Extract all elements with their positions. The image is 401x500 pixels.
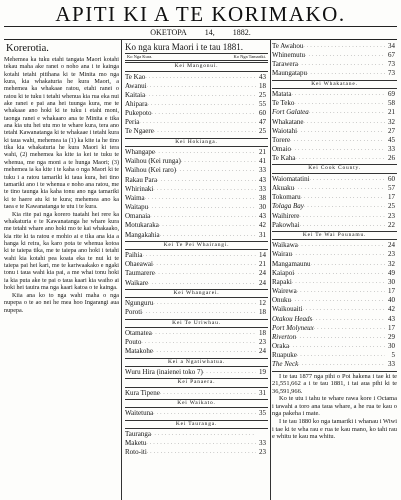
- school-name: Akuaku: [272, 184, 295, 193]
- leader-dots: [145, 194, 256, 203]
- pupil-count: 42: [259, 221, 266, 230]
- school-name: Matata: [272, 90, 292, 99]
- school-name: Te Kao: [125, 72, 146, 81]
- table-row: [272, 108, 397, 117]
- school-name: Wairau: [272, 250, 293, 259]
- leader-dots: [153, 299, 256, 308]
- pupil-count: 23: [388, 250, 395, 259]
- pupil-count: 25: [259, 127, 266, 136]
- district-heading: Kei Te Wai Pounamu.: [272, 231, 397, 241]
- district-groups: [125, 62, 268, 458]
- pupil-count: 22: [388, 220, 395, 229]
- school-name: Te Awahou: [272, 42, 304, 50]
- pupil-count: 33: [388, 360, 395, 369]
- school-name: Maketu: [125, 439, 147, 448]
- leader-dots: [160, 389, 256, 398]
- leader-dots: [307, 69, 385, 78]
- pupil-count: 43: [259, 175, 266, 184]
- leader-dots: [147, 82, 256, 91]
- table-row: [272, 193, 397, 202]
- leader-dots: [146, 439, 256, 448]
- header-children: Ko Nga Tamariki.: [233, 54, 266, 59]
- leader-dots: [298, 241, 385, 250]
- table-row: [125, 194, 268, 203]
- school-name: Waikouaiti: [272, 305, 303, 314]
- school-name: Te Ngaere: [125, 127, 154, 136]
- pupil-count: 31: [259, 388, 266, 397]
- school-name: Mangakahia: [125, 230, 160, 239]
- school-name: Waiomatatini: [272, 174, 310, 183]
- table-row: [125, 185, 268, 194]
- table-row: [272, 175, 397, 184]
- leader-dots: [298, 360, 385, 369]
- table-row: [272, 99, 397, 108]
- table-row: [125, 118, 268, 127]
- table-row: [272, 351, 397, 360]
- article-title: Korerotia.: [6, 43, 49, 54]
- table-row: [125, 279, 268, 288]
- table-row: [125, 430, 268, 439]
- pupil-count: 25: [259, 90, 266, 99]
- leader-dots: [303, 118, 385, 127]
- pupil-count: [256, 430, 268, 439]
- school-name: Waihou (Kei runga): [125, 157, 181, 166]
- leader-dots: [294, 269, 385, 278]
- pupil-count: 17: [388, 287, 395, 296]
- leader-dots: [152, 329, 256, 338]
- leader-dots: [298, 60, 385, 69]
- summary-paragraph: Ko te utu i tahu te whare rawa kore i Octama i tawahi a toro ana taua whare, a he rua te kau o nga pakeha i mate.: [272, 395, 397, 418]
- table-row: [272, 296, 397, 305]
- leader-dots: [139, 118, 256, 127]
- table-row: [272, 118, 397, 127]
- school-name: Ahipara: [125, 99, 148, 108]
- school-name: Waiotahi: [272, 126, 298, 135]
- pupil-count: 67: [388, 51, 395, 60]
- pupil-count: 14: [259, 251, 266, 260]
- pupil-count: 18: [259, 329, 266, 338]
- school-name: Rakau Para: [125, 175, 158, 184]
- leader-dots: [203, 368, 256, 377]
- article-column: [4, 42, 119, 500]
- table-row: [125, 221, 268, 230]
- district-heading: Kei Hokianga.: [125, 138, 268, 148]
- school-name: Port Molyneux: [272, 323, 314, 332]
- leader-dots: [301, 193, 385, 202]
- school-name: Omanaia: [125, 212, 151, 221]
- table-row: [125, 368, 268, 377]
- table-row: [272, 269, 397, 278]
- continued-rows: [272, 42, 397, 79]
- pupil-count: 73: [388, 60, 395, 69]
- leader-dots: [297, 287, 385, 296]
- pupil-count: 34: [388, 42, 395, 50]
- article-paragraph: Kia rite pai nga korero tuatahi hei rere ka whakaturia e te Kawanatanga he whare kura me tetahi whare ano hoki mo te kai whakaako, kia rite ki ta ratou e mohio ai e tika ana kia a hanga ki reira, ka karo pota te whenua kotoa ki te taiepa tika, me te taiepa ano hoki i tetahi wahi kia kotahi pea koata eka te nui ki te taiepa pai hei kari, me te kariwaakako e ngaki tonu i taua wahi kia pai, a me whai tonu hoki ia kia puta ake te pai o taua kaari kia waiho ai hoki hei tauira ma nga kaari katoa o te kainga.: [4, 211, 119, 292]
- table-row: [125, 329, 268, 338]
- schools-table-continued: [272, 42, 397, 500]
- pupil-count: 33: [259, 184, 266, 193]
- table-row: [125, 109, 268, 118]
- leader-dots: [151, 109, 256, 118]
- pupil-count: 18: [259, 308, 266, 317]
- pupil-count: 49: [388, 268, 395, 277]
- leader-dots: [291, 296, 385, 305]
- school-name: Peria: [125, 118, 140, 127]
- table-row: [272, 333, 397, 342]
- school-name: Taumarere: [125, 269, 155, 278]
- pupil-count: 58: [388, 99, 395, 108]
- leader-dots: [291, 90, 385, 99]
- leader-dots: [154, 127, 256, 136]
- article-paragraph: Mehemea ka tuku etahi tangata Maori kotahi tekau maha ake ranei o noho ana i te kainga kotahi tetahi pitihana ki te Minita mo nga kura, kia whakaturia he kura Maori, a mehemea ka whakaae ratou, etahi ranei o ratou ki te tuku i tetahi whenua kia rua eka nui ake ranei e pai ana hei tuunga kura, me te whakaae ano hoki ki te tuku i etahi moni, taonga ranei e whakaaro ana te Minita e tika ana kia utu hei utu mo te whare kura, tera ano tetahi Kawanatanga ki te whakaae i tetahi kura ki taua wahi, mehemea ia (1) ka kite ia he tino tika kia whakaturia he kura Maori ki tera wahi, (2) mehemea ka kite ia kei te tuku te whenua, me nga moni a te hunga Maori; (3) mehemea ia ka kite i te kaha o nga Maori ki te tuku i a ratou tamariki ki taua kura, hei tino tamariki ano i te whenua e noho ana ratou, me te tino taunga kia kaha tonu ano nga tamariki ki te haere atu ki te kura; mehemea ano ka taea e te Kawanatanga te utu i te kura.: [4, 57, 119, 210]
- school-name: Ruapuke: [272, 351, 297, 360]
- school-name: Awanui: [125, 81, 147, 90]
- table-row: [272, 184, 397, 193]
- table-row: [125, 448, 268, 457]
- table-row: [125, 299, 268, 308]
- pupil-count: 23: [259, 448, 266, 457]
- pupil-count: 26: [388, 154, 395, 163]
- table-row: [125, 231, 268, 240]
- table-row: [125, 91, 268, 100]
- pupil-count: 24: [388, 241, 395, 250]
- school-name: Ngunguru: [125, 299, 154, 308]
- school-name: Pouto: [125, 338, 142, 347]
- district-heading: Kei a Ngatiwhatua.: [125, 358, 268, 368]
- school-name: The Neck: [272, 360, 299, 369]
- table-row: [125, 82, 268, 91]
- table-row: [272, 60, 397, 69]
- leader-dots: [142, 308, 256, 317]
- school-name: Wuru Hira (inaienei toko 7): [125, 368, 203, 377]
- school-name: Matakohe: [125, 347, 153, 356]
- leader-dots: [312, 315, 385, 324]
- summary-paragraph: I te tau 1880 ko nga tamariki i whanau i Wiwi i tae ki te wha rau e rua te kau mano, ko tahi rau e whitu te kau ma whitu.: [272, 418, 397, 441]
- table-row: [125, 251, 268, 260]
- table-row: [272, 260, 397, 269]
- school-name: Pukepoto: [125, 109, 152, 118]
- school-name: Mangamaunu: [272, 259, 311, 268]
- pupil-count: 73: [388, 69, 395, 78]
- leader-dots: [147, 448, 256, 457]
- table-row: [125, 347, 268, 356]
- school-name: Waihou (Kei raro): [125, 166, 177, 175]
- school-name: Tokomaru: [272, 193, 301, 202]
- leader-dots: [314, 324, 385, 333]
- school-name: Tauranga: [125, 430, 151, 439]
- table-row: [272, 305, 397, 314]
- district-heading: Kei Waikato.: [125, 399, 268, 409]
- leader-dots: [310, 175, 385, 184]
- pupil-count: 24: [259, 278, 266, 287]
- table-row: [272, 278, 397, 287]
- leader-dots: [153, 185, 256, 194]
- pupil-count: 29: [388, 332, 395, 341]
- table-row: [272, 69, 397, 78]
- school-name: Te Kaha: [272, 154, 296, 163]
- school-name: Te Teko: [272, 99, 295, 108]
- school-name: Fort Galatea: [272, 108, 309, 117]
- leader-dots: [143, 251, 257, 260]
- masthead-title: APITI KI A TE KORIMAKO.: [55, 2, 346, 26]
- table-row: [272, 342, 397, 351]
- leader-dots: [153, 347, 256, 356]
- table-row: [125, 409, 268, 418]
- school-name: Onuku: [272, 296, 292, 305]
- summary-notes: [272, 373, 397, 441]
- school-name: Otamatea: [125, 329, 152, 338]
- school-name: Whakatane: [272, 117, 304, 126]
- school-name: Maungatapu: [272, 69, 307, 78]
- pupil-count: 12: [259, 299, 266, 308]
- dateline: [30, 28, 371, 38]
- leader-dots: [151, 430, 256, 439]
- leader-dots: [153, 260, 256, 269]
- leader-dots: [289, 342, 385, 351]
- school-name: Whangape: [125, 148, 155, 157]
- leader-dots: [304, 202, 385, 211]
- leader-dots: [290, 136, 385, 145]
- pupil-count: 21: [259, 260, 266, 269]
- table-row: [272, 241, 397, 250]
- pupil-count: 35: [259, 409, 266, 418]
- pupil-count: 24: [259, 269, 266, 278]
- pupil-count: 21: [259, 148, 266, 157]
- school-name: Waikare: [125, 278, 149, 287]
- school-name: Oraka: [272, 342, 290, 351]
- separator: [272, 371, 397, 372]
- table-row: [272, 90, 397, 99]
- table-row: [272, 145, 397, 154]
- school-name: Poroti: [125, 308, 143, 317]
- leader-dots: [145, 91, 256, 100]
- table-row: [272, 221, 397, 230]
- pupil-count: 55: [259, 99, 266, 108]
- pupil-count: 40: [388, 296, 395, 305]
- leader-dots: [148, 203, 256, 212]
- leader-dots: [311, 260, 386, 269]
- leader-dots: [299, 212, 385, 221]
- school-name: Tolaga Bay: [272, 202, 304, 211]
- date-year: 1882.: [232, 28, 251, 37]
- pupil-count: 43: [388, 314, 395, 323]
- pupil-count: 32: [388, 117, 395, 126]
- pupil-count: 24: [259, 347, 266, 356]
- pupil-count: 33: [388, 145, 395, 154]
- school-name: Kaitaia: [125, 90, 146, 99]
- pupil-count: 30: [259, 203, 266, 212]
- pupil-count: 30: [388, 277, 395, 286]
- table-row: [272, 287, 397, 296]
- leader-dots: [148, 279, 256, 288]
- pupil-count: 21: [388, 108, 395, 117]
- table-row: [125, 73, 268, 82]
- leader-dots: [303, 42, 385, 51]
- district-heading: Kei Whangarei.: [125, 289, 268, 299]
- leader-dots: [157, 176, 256, 185]
- leader-dots: [305, 51, 385, 60]
- article-paragraph: Kiia ana ko to nga wahi maha o nga nupepa o te ao nei he mea hoo Ingarangi aua nupepa.: [4, 293, 119, 314]
- date-day: 14,: [204, 28, 215, 37]
- pupil-count: 17: [388, 193, 395, 202]
- pupil-count: 60: [388, 174, 395, 183]
- pupil-count: 23: [259, 338, 266, 347]
- leader-dots: [309, 108, 385, 117]
- school-name: Waitetuna: [125, 409, 154, 418]
- table-row: [272, 324, 397, 333]
- school-name: Motukaraka: [125, 221, 159, 230]
- leader-dots: [300, 221, 385, 230]
- school-name: Paihia: [125, 251, 143, 260]
- pupil-count: 23: [388, 211, 395, 220]
- table-row: [125, 148, 268, 157]
- table-row: [272, 202, 397, 211]
- pupil-count: 33: [259, 439, 266, 448]
- leader-dots: [155, 269, 256, 278]
- date-month: OKETOPA: [150, 28, 187, 37]
- table-row: [272, 136, 397, 145]
- leader-dots: [294, 184, 385, 193]
- leader-dots: [292, 250, 385, 259]
- pupil-count: 32: [388, 259, 395, 268]
- leader-dots: [150, 212, 256, 221]
- district-groups: [272, 80, 397, 370]
- pupil-count: 57: [388, 184, 395, 193]
- header-schools: Ko Nga Kura.: [127, 54, 153, 59]
- school-name: Tarawera: [272, 60, 298, 69]
- table-row: [125, 260, 268, 269]
- school-name: Kaiapoi: [272, 268, 295, 277]
- school-name: Rapaki: [272, 277, 292, 286]
- table-row: [125, 212, 268, 221]
- column-divider: [270, 40, 271, 500]
- table-row: [272, 51, 397, 60]
- school-name: Pakowhai: [272, 220, 300, 229]
- leader-dots: [297, 127, 385, 136]
- pupil-count: 19: [259, 368, 266, 377]
- masthead-rule: [4, 26, 397, 27]
- school-name: Waihirere: [272, 211, 300, 220]
- school-name: Otakou Heads: [272, 314, 313, 323]
- pupil-count: 47: [259, 118, 266, 127]
- table-row: [125, 127, 268, 136]
- table-title: Ko nga kura Maori i te tau 1881.: [125, 42, 243, 52]
- school-name: Waikawa: [272, 241, 298, 250]
- table-row: [125, 100, 268, 109]
- table-row: [272, 127, 397, 136]
- district-heading: Kei Te Pei Whairangi.: [125, 241, 268, 251]
- pupil-count: 27: [388, 126, 395, 135]
- school-name: Torere: [272, 135, 291, 144]
- pupil-count: 25: [388, 202, 395, 211]
- table-row: [125, 389, 268, 398]
- leader-dots: [294, 99, 385, 108]
- leader-dots: [155, 148, 256, 157]
- school-name: Whinemutu: [272, 51, 306, 60]
- pupil-count: 38: [259, 193, 266, 202]
- pupil-count: 60: [259, 109, 266, 118]
- schools-table-column: [125, 42, 268, 500]
- school-name: Kura Tipene: [125, 388, 160, 397]
- school-name: Omaio: [272, 145, 292, 154]
- summary-paragraph: I te tau 1877 nga pihi o Poi hakena i tae ki te 21,551,662 a i te tau 1881, i tai aua pihi ki te 36,591,966.: [272, 372, 397, 395]
- table-row: [272, 250, 397, 259]
- leader-dots: [303, 305, 385, 314]
- table-header: [125, 53, 268, 61]
- district-heading: Kei Mangonui.: [125, 62, 268, 72]
- pupil-count: 31: [259, 230, 266, 239]
- district-heading: Kei Panaera.: [125, 378, 268, 388]
- leader-dots: [148, 100, 256, 109]
- table-row: [125, 338, 268, 347]
- leader-dots: [153, 409, 256, 418]
- school-name: Ohaeawai: [125, 260, 153, 269]
- district-heading: Kei Te Uriwhau.: [125, 319, 268, 329]
- leader-dots: [291, 145, 385, 154]
- table-row: [125, 157, 268, 166]
- pupil-count: 43: [259, 212, 266, 221]
- school-name: Waima: [125, 193, 145, 202]
- school-name: Wairewa: [272, 287, 297, 296]
- pupil-count: 33: [259, 166, 266, 175]
- pupil-count: 43: [259, 72, 266, 81]
- leader-dots: [296, 333, 385, 342]
- table-row: [272, 212, 397, 221]
- district-heading: Kei Whakatane.: [272, 80, 397, 90]
- leader-dots: [292, 278, 385, 287]
- pupil-count: 69: [388, 90, 395, 99]
- table-row: [272, 360, 397, 369]
- pupil-count: 30: [388, 342, 395, 351]
- leader-dots: [160, 231, 256, 240]
- pupil-count: 41: [259, 157, 266, 166]
- school-name: Whirinaki: [125, 184, 154, 193]
- pupil-count: 18: [259, 81, 266, 90]
- table-row: [125, 166, 268, 175]
- pupil-count: 42: [388, 305, 395, 314]
- leader-dots: [141, 338, 256, 347]
- school-name: Riverton: [272, 332, 297, 341]
- table-row: [125, 176, 268, 185]
- pupil-count: 45: [388, 135, 395, 144]
- school-name: Roto-iti: [125, 448, 147, 457]
- table-row: [125, 203, 268, 212]
- leader-dots: [159, 221, 256, 230]
- table-row: [272, 315, 397, 324]
- table-row: [125, 269, 268, 278]
- table-row: [272, 42, 397, 51]
- table-row: [125, 308, 268, 317]
- dateline-rule: [4, 39, 397, 40]
- leader-dots: [297, 351, 385, 360]
- table-row: [272, 154, 397, 163]
- leader-dots: [295, 154, 385, 163]
- pupil-count: 5: [391, 351, 395, 360]
- school-name: Waitapu: [125, 203, 149, 212]
- district-heading: Kei Tauranga.: [125, 420, 268, 430]
- pupil-count: 17: [388, 323, 395, 332]
- district-heading: Kei Cook County.: [272, 164, 397, 174]
- leader-dots: [145, 73, 256, 82]
- table-row: [125, 439, 268, 448]
- leader-dots: [176, 166, 256, 175]
- leader-dots: [181, 157, 256, 166]
- column-divider: [121, 40, 122, 500]
